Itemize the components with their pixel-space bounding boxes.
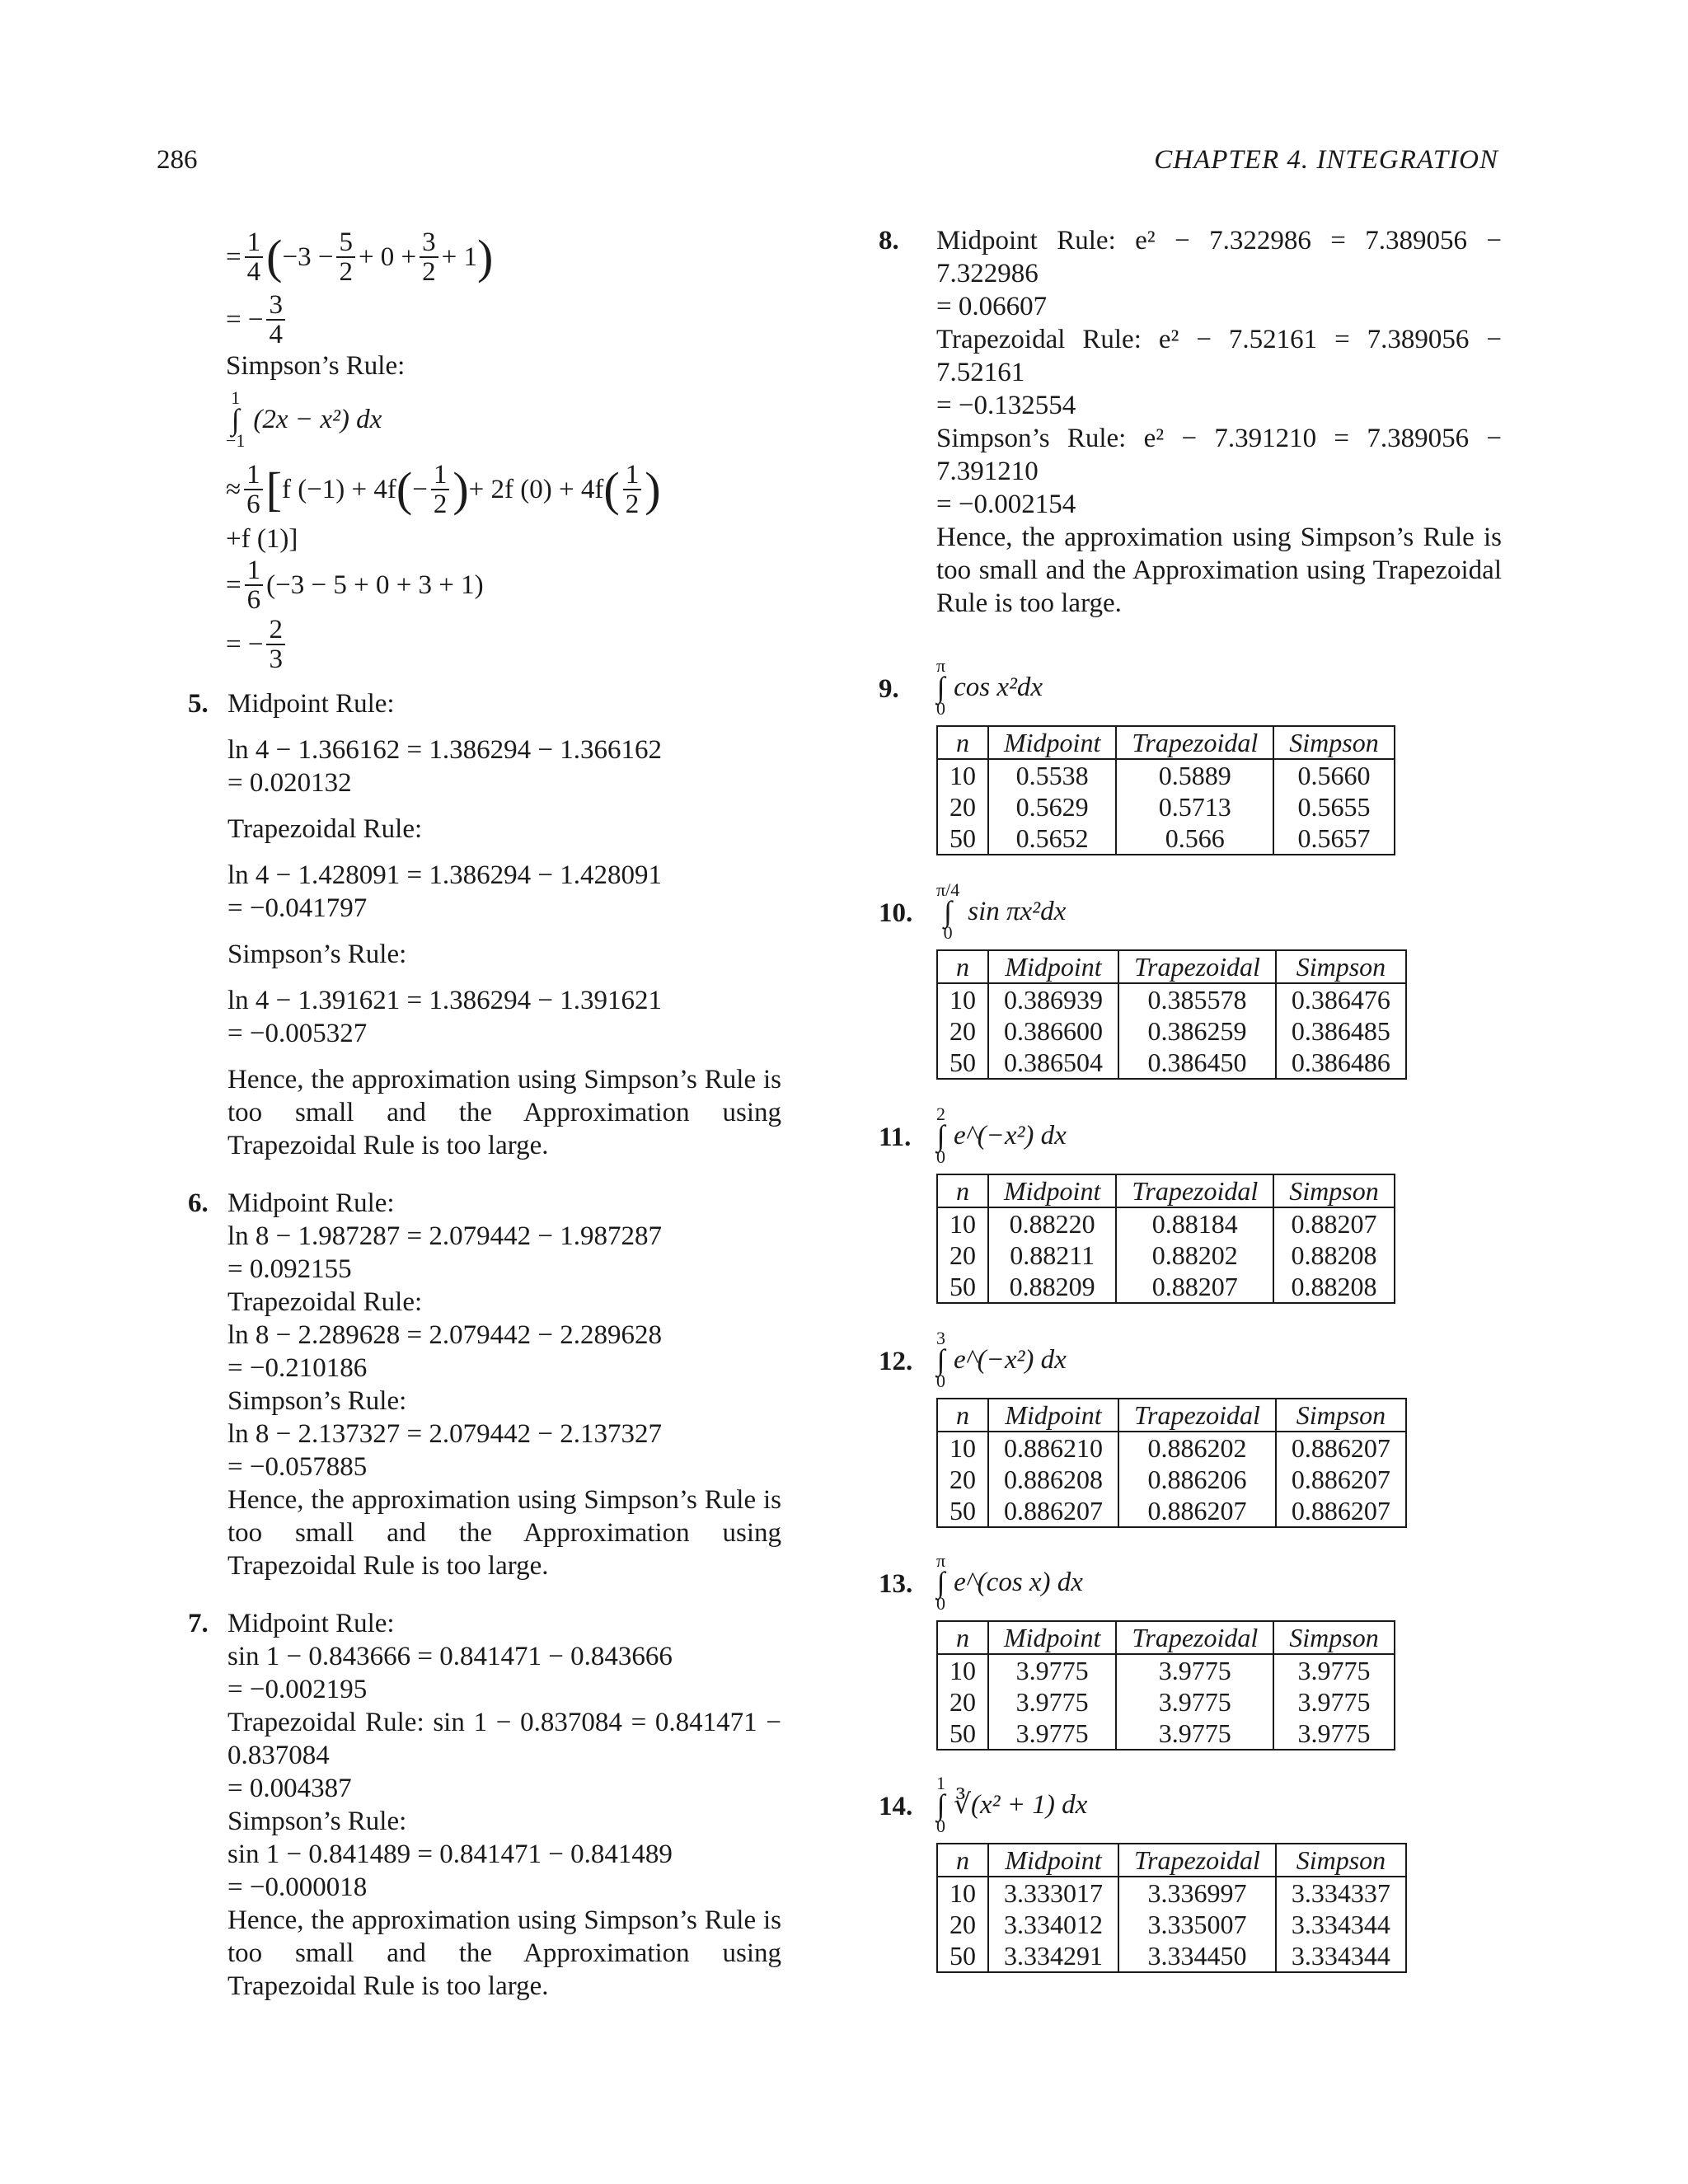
column-header: n [937,1621,988,1654]
fraction: $\frac{1}{2}$ [431,461,450,518]
continued-solution [188,224,781,674]
table-row [937,1940,1406,1972]
table-cell: 0.88207 [1116,1271,1273,1303]
fraction: $\frac{5}{2}$ [336,228,355,286]
table-cell: 50 [937,823,988,855]
table-cell: 0.886207 [1276,1464,1406,1495]
table-cell: 0.886202 [1118,1432,1276,1464]
fraction: $\frac{2}{3}$ [266,616,285,673]
table-row [937,1909,1406,1940]
problem-number: 5. [188,689,209,719]
problem-number: 12. [879,1347,913,1376]
table-row [937,1047,1406,1079]
results-table [936,1398,1407,1528]
table-cell: 0.886207 [1118,1495,1276,1527]
table-row [937,791,1395,823]
table-cell: 10 [937,759,988,791]
equation-line: = $\frac{1}{6}$ (−3 − 5 + 0 + 3 + 1) [226,555,484,615]
table-row [937,1654,1395,1686]
problem-14 [879,1772,1502,1973]
integral-sign: 3 ∫ 0 [936,1328,945,1391]
column-header: Trapezoidal [1116,726,1273,759]
problem-10 [879,879,1502,1080]
column-header: Simpson [1276,950,1406,983]
table-cell: 0.5538 [988,759,1116,791]
problem-7: 7. Midpoint Rule: sin 1 − 0.843666 = 0.841471 − 0.843666 = −0.002195 Trapezoidal Rule: sin 1 − 0.837084 = 0.841471 − 0.837084 = 0.004387 Simpson’s Rule: sin 1 − 0.841489 = 0.841471 − 0.841489 = −0.000018 Hence, the approximation using Simpson’s Rule is too small and the Approximation using Trapezoidal Rule is too large. [188,1609,781,2001]
table-cell: 0.386476 [1276,983,1406,1015]
table-cell: 0.386939 [988,983,1118,1015]
table-cell: 0.5652 [988,823,1116,855]
chapter-title: CHAPTER 4. INTEGRATION [1154,145,1498,175]
problem-9 [879,654,1502,855]
table-cell: 0.386600 [988,1015,1118,1047]
table-cell: 0.886207 [988,1495,1118,1527]
problem-8: 8. Midpoint Rule: e² − 7.322986 = 7.389056 − 7.322986 = 0.06607 Trapezoidal Rule: e² − 7.52161 = 7.389056 − 7.52161 = −0.132554 Simpson’s Rule: e² − 7.391210 = 7.389056 − 7.391210 = −0.002154 Hence, the approximation using Simpson’s Rule is too small and the Approximation using Trapezoidal Rule is too large. [879,226,1502,618]
integral-sign: π ∫ 0 [936,1550,946,1614]
table-cell: 50 [937,1047,988,1079]
table-row [937,1464,1406,1495]
table-cell: 3.9775 [1273,1654,1394,1686]
column-header: Trapezoidal [1116,1621,1273,1654]
problem-number: 10. [879,898,913,928]
fraction: $\frac{1}{6}$ [244,461,263,518]
column-header: Simpson [1273,1621,1394,1654]
table-row [937,1686,1395,1718]
table-cell: 0.88209 [988,1271,1116,1303]
equation-line: +f (1)] [226,524,298,554]
column-header: Midpoint [988,1174,1116,1207]
table-cell: 20 [937,1686,988,1718]
integral-line [936,1327,1502,1393]
table-cell: 0.886207 [1276,1495,1406,1527]
column-header: Midpoint [988,950,1118,983]
table-cell: 3.334450 [1118,1940,1276,1972]
fraction: $\frac{1}{6}$ [245,556,264,614]
table-cell: 0.88211 [988,1240,1116,1271]
table-cell: 0.386259 [1118,1015,1276,1047]
problem-number: 7. [188,1609,209,1638]
equation-line: ≈ $\frac{1}{6}$ [ f (−1) + 4f ( − $\frac{1}{2}$ ) + 2f (0) + 4f ( $\frac{1}{2}$ ) [226,460,661,519]
right-column [879,224,1502,1973]
column-header: Simpson [1276,1399,1406,1432]
column-header: n [937,1174,988,1207]
column-header: Simpson [1276,1844,1406,1877]
table-cell: 0.886210 [988,1432,1118,1464]
table-row [937,1877,1406,1909]
results-table [936,725,1395,855]
column-header: n [937,950,988,983]
table-cell: 3.334291 [988,1940,1118,1972]
table-row [937,1271,1395,1303]
problem-11 [879,1103,1502,1304]
problem-6: 6. Midpoint Rule: ln 8 − 1.987287 = 2.079442 − 1.987287 = 0.092155 Trapezoidal Rule: ln 8 − 2.289628 = 2.079442 − 2.289628 = −0.210186 Simpson’s Rule: ln 8 − 2.137327 = 2.079442 − 2.137327 = −0.057885 Hence, the approximation using Simpson’s Rule is too small and the Approximation using Trapezoidal Rule is too large. [188,1188,781,1581]
problem-13 [879,1549,1502,1750]
table-cell: 3.335007 [1118,1909,1276,1940]
integral-line [936,654,1502,720]
integral-sign: π/4 ∫ 0 [936,879,960,943]
integrand: cos x²dx [954,673,1043,702]
table-cell: 0.566 [1116,823,1273,855]
table-cell: 0.88208 [1273,1240,1394,1271]
table-cell: 0.88208 [1273,1271,1394,1303]
integrand: e^(−x²) dx [954,1345,1067,1375]
table-cell: 0.88220 [988,1207,1116,1240]
table-cell: 50 [937,1718,988,1750]
page-number: 286 [157,145,198,175]
table-row [937,983,1406,1015]
table-cell: 0.886206 [1118,1464,1276,1495]
problem-number: 6. [188,1188,209,1218]
integrand: ∛(x² + 1) dx [954,1790,1088,1820]
table-cell: 3.9775 [988,1686,1116,1718]
problem-number: 9. [879,674,899,704]
table-row [937,1015,1406,1047]
table-cell: 3.9775 [1116,1654,1273,1686]
table-cell: 0.5657 [1273,823,1394,855]
table-cell: 0.386486 [1276,1047,1406,1079]
table-cell: 20 [937,791,988,823]
table-cell: 10 [937,983,988,1015]
column-header: n [937,726,988,759]
problem-number: 13. [879,1569,913,1599]
table-cell: 0.386450 [1118,1047,1276,1079]
integral-line [936,1103,1502,1169]
simpson-label: Simpson’s Rule: [226,351,406,381]
table-cell: 0.5713 [1116,791,1273,823]
table-cell: 10 [937,1877,988,1909]
problem-number: 14. [879,1792,913,1821]
table-cell: 0.5655 [1273,791,1394,823]
table-row [937,1495,1406,1527]
table-row [937,1718,1395,1750]
table-cell: 3.9775 [988,1654,1116,1686]
fraction: $\frac{3}{4}$ [266,291,285,349]
problem-12 [879,1327,1502,1528]
table-cell: 20 [937,1240,988,1271]
results-table [936,1843,1407,1973]
integrand: e^(cos x) dx [954,1568,1083,1597]
column-header: Trapezoidal [1116,1174,1273,1207]
results-table [936,949,1407,1080]
table-cell: 3.9775 [988,1718,1116,1750]
table-cell: 0.88207 [1273,1207,1394,1240]
results-table [936,1620,1395,1750]
integrand: e^(−x²) dx [954,1121,1067,1151]
table-row [937,1240,1395,1271]
table-cell: 0.5889 [1116,759,1273,791]
table-cell: 50 [937,1940,988,1972]
problem-number: 8. [879,226,899,255]
table-cell: 3.334012 [988,1909,1118,1940]
table-problems [879,620,1502,1973]
table-cell: 0.386485 [1276,1015,1406,1047]
column-header: Midpoint [988,1844,1118,1877]
fraction: $\frac{3}{2}$ [420,228,438,286]
fraction: $\frac{1}{2}$ [623,461,642,518]
table-cell: 3.334344 [1276,1940,1406,1972]
table-cell: 3.9775 [1116,1686,1273,1718]
table-cell: 0.386504 [988,1047,1118,1079]
table-cell: 20 [937,1015,988,1047]
results-table [936,1174,1395,1304]
equation-line: = − $\frac{2}{3}$ [226,615,781,674]
table-cell: 3.334337 [1276,1877,1406,1909]
table-cell: 0.5629 [988,791,1116,823]
integral-line [936,1549,1502,1615]
table-cell: 3.334344 [1276,1909,1406,1940]
column-header: Trapezoidal [1118,1399,1276,1432]
equation-line: = $\frac{1}{4}$ ( −3 − $\frac{5}{2}$ + 0 + $\frac{3}{2}$ + 1 ) [226,227,494,287]
column-header: Midpoint [988,1621,1116,1654]
table-row [937,1207,1395,1240]
column-header: n [937,1844,988,1877]
table-row [937,759,1395,791]
table-cell: 10 [937,1654,988,1686]
table-row [937,1432,1406,1464]
left-column [188,224,781,2003]
column-header: Simpson [1273,1174,1394,1207]
table-cell: 50 [937,1271,988,1303]
equation-line: = − $\frac{3}{4}$ [226,290,781,349]
column-header: Trapezoidal [1118,1844,1276,1877]
column-header: Trapezoidal [1118,950,1276,983]
table-cell: 3.333017 [988,1877,1118,1909]
fraction: $\frac{1}{4}$ [245,228,264,286]
table-cell: 0.385578 [1118,983,1276,1015]
table-cell: 0.886207 [1276,1432,1406,1464]
column-header: Simpson [1273,726,1394,759]
table-cell: 3.9775 [1116,1718,1273,1750]
table-cell: 10 [937,1207,988,1240]
table-cell: 10 [937,1432,988,1464]
table-cell: 0.88202 [1116,1240,1273,1271]
table-cell: 0.886208 [988,1464,1118,1495]
integral-line [936,879,1502,944]
column-header: Midpoint [988,1399,1118,1432]
table-cell: 3.9775 [1273,1686,1394,1718]
table-row [937,823,1395,855]
problem-5: 5. Midpoint Rule: ln 4 − 1.366162 = 1.386294 − 1.366162 = 0.020132 Trapezoidal Rule: ln 4 − 1.428091 = 1.386294 − 1.428091 = −0.041797 Simpson’s Rule: ln 4 − 1.391621 = 1.386294 − 1.391621 = −0.005327 Hence, the approximation using Simpson’s Rule is too small and the Approximation using Trapezoidal Rule is too large. [188,689,781,1160]
integral-sign: 2 ∫ 0 [936,1104,945,1167]
table-cell: 0.5660 [1273,759,1394,791]
table-cell: 0.88184 [1116,1207,1273,1240]
table-cell: 50 [937,1495,988,1527]
integral-sign: 1 ∫ −1 [226,387,246,451]
table-cell: 3.336997 [1118,1877,1276,1909]
problem-number: 11. [879,1122,912,1152]
integral-sign: π ∫ 0 [936,655,946,719]
integral-line: 1 ∫ −1 (2x − x²) dx [226,387,382,451]
table-cell: 20 [937,1909,988,1940]
column-header: n [937,1399,988,1432]
column-header: Midpoint [988,726,1116,759]
table-cell: 20 [937,1464,988,1495]
integral-line [936,1772,1502,1838]
integral-sign: 1 ∫ 0 [936,1773,945,1836]
integrand: sin πx²dx [968,897,1067,926]
table-cell: 3.9775 [1273,1718,1394,1750]
